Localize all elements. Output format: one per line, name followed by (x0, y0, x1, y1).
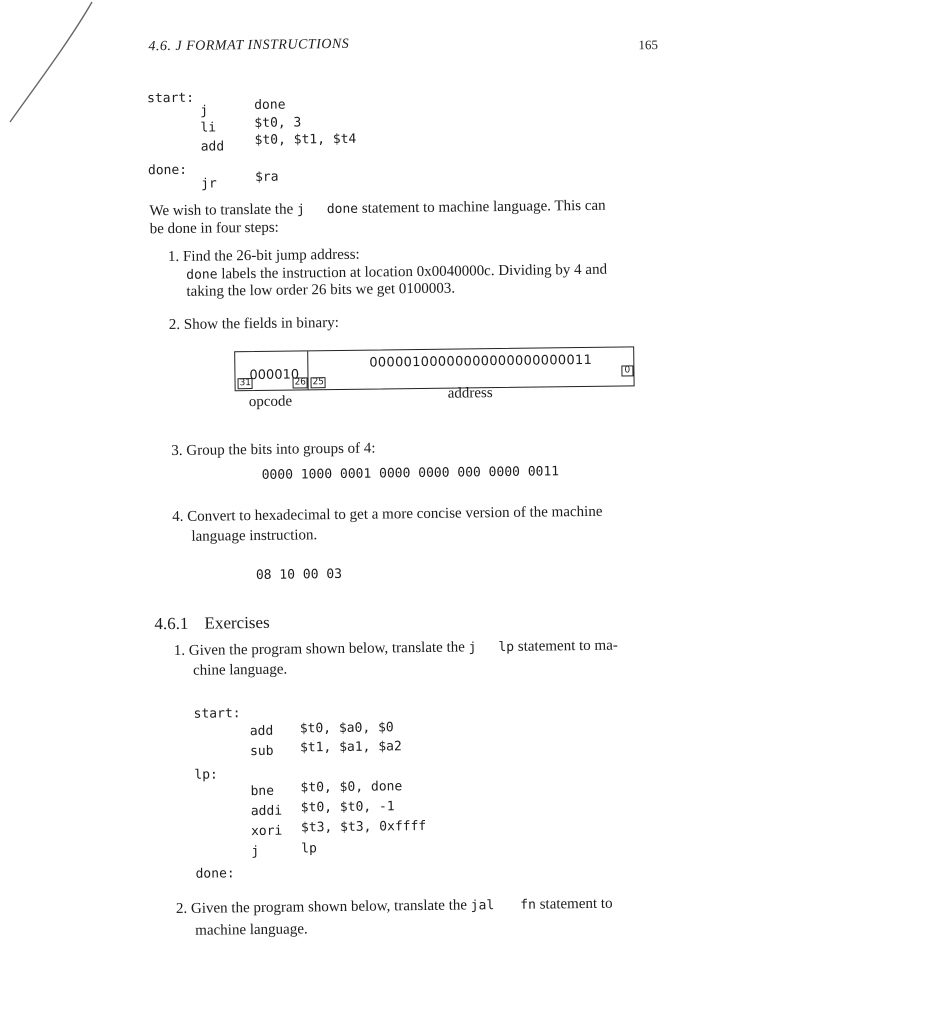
code-args: $ra (254, 169, 279, 185)
exercises-heading (154, 613, 269, 634)
code-args: $t0, 3 (254, 115, 302, 131)
bit-26-label: 26 (292, 377, 308, 388)
exercise-text: 1. Given the program shown below, translate the (173, 639, 469, 660)
code-op: add (249, 723, 274, 740)
inline-code: j (296, 202, 305, 218)
exercise-2-line-1 (176, 896, 613, 918)
inline-code: lp (498, 639, 515, 656)
code-args: $t0, $t0, -1 (300, 799, 395, 816)
code-args: $t1, $a1, $a2 (299, 739, 402, 756)
step-4-line-2: language instruction. (191, 527, 318, 545)
exercise-text: 2. Given the program shown below, translate the (175, 897, 471, 918)
inline-code: done (326, 201, 359, 218)
code-op: xori (250, 823, 283, 840)
exercise-1-line-1 (174, 638, 618, 660)
page-number: 165 (638, 37, 659, 53)
intro-line-2: be done in four steps: (149, 219, 279, 238)
code-op: li (200, 120, 217, 136)
intro-text: statement to machine language. This can (357, 197, 606, 217)
code-args: $t0, $t1, $t4 (254, 131, 357, 148)
code-op: j (251, 843, 260, 860)
label-done: done: (195, 866, 235, 882)
label-start: start: (193, 706, 241, 722)
code-op: jr (201, 176, 217, 192)
opcode-label: opcode (248, 393, 293, 411)
bit-31-label: 31 (237, 378, 253, 389)
exercise-text: statement to (535, 895, 613, 913)
code-args: $t3, $t3, 0xffff (300, 818, 427, 836)
step-1-line-3: taking the low order 26 bits we get 0100003. (186, 280, 456, 300)
exercise-2-line-2: machine language. (195, 921, 308, 939)
exercise-text: statement to ma- (513, 637, 618, 655)
label-start: start: (146, 90, 195, 107)
step-4-line-1: 4. Convert to hexadecimal to get a more concise version of the machine (172, 503, 603, 526)
intro-text: We wish to translate the (149, 201, 298, 220)
step-2-title: 2. Show the fields in binary: (168, 314, 339, 334)
instruction-format-diagram (234, 346, 634, 391)
heading-number: 4.6.1 (154, 613, 189, 634)
code-op: addi (250, 803, 283, 820)
grouped-bits: 0000 1000 0001 0000 0000 000 0000 0011 (261, 464, 560, 483)
address-bits: 00000100000000000000000011 (369, 352, 593, 371)
inline-code: jal (470, 898, 495, 914)
heading-text: Exercises (204, 612, 270, 633)
code-args: $t0, $a0, $0 (299, 720, 394, 737)
code-args: lp (301, 841, 318, 857)
inline-code: done (186, 267, 218, 283)
code-op: bne (250, 783, 275, 800)
exercise-1-line-2: chine language. (192, 661, 288, 679)
step-1-title: 1. Find the 26-bit jump address: (167, 246, 360, 266)
address-label: address (447, 385, 493, 402)
opcode-bits: 000010 (249, 367, 300, 384)
step-text: labels the instruction at location 0x0040000c. Dividing by 4 and (217, 261, 608, 283)
step-3-title: 3. Group the bits into groups of 4: (171, 440, 376, 460)
bit-25-label: 25 (310, 377, 326, 388)
inline-code: j (468, 640, 477, 656)
code-op: add (200, 139, 225, 155)
label-done: done: (147, 162, 188, 179)
code-op: j (200, 103, 209, 119)
section-header: 4.6. J FORMAT INSTRUCTIONS (148, 36, 350, 55)
label-lp: lp: (194, 767, 218, 783)
inline-code: fn (520, 897, 536, 913)
hex-result: 08 10 00 03 (255, 566, 343, 584)
code-args: $t0, $0, done (300, 779, 403, 796)
code-op: sub (249, 743, 274, 760)
bit-0-label: 0 (621, 365, 633, 376)
code-args: done (254, 97, 286, 113)
intro-line-1 (149, 198, 605, 221)
